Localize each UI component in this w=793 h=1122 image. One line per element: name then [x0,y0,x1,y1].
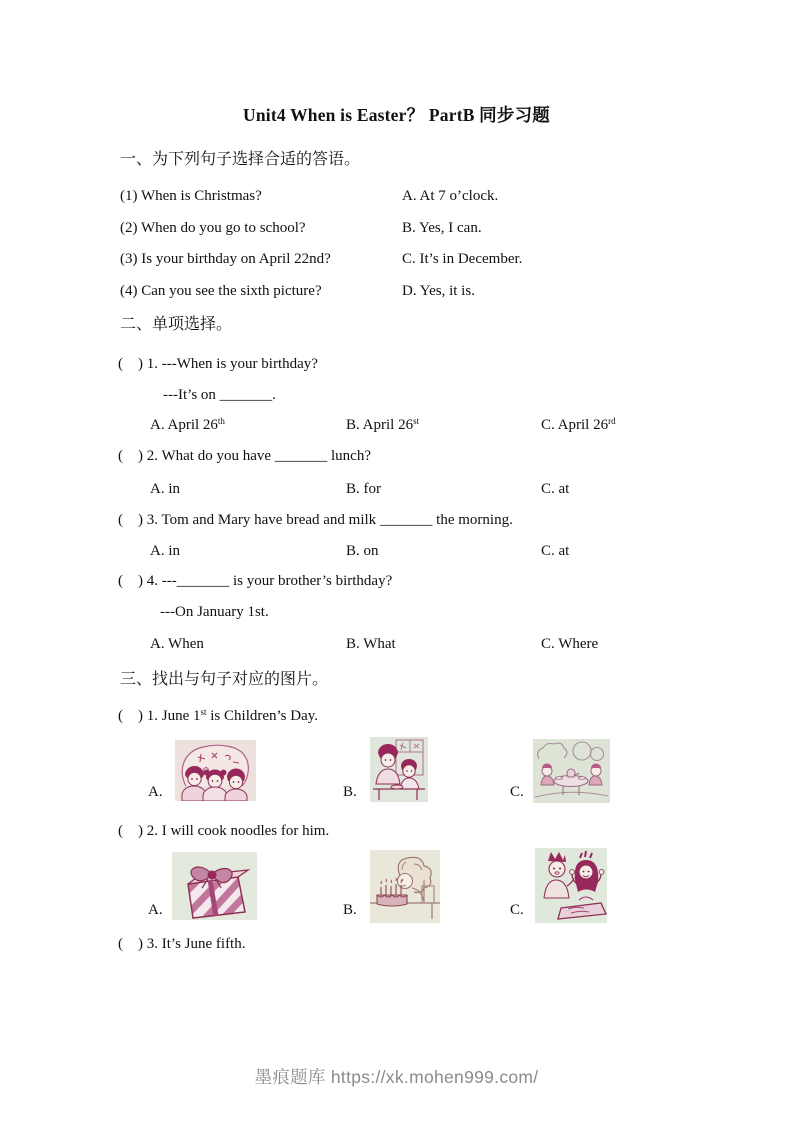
match-answer-3: C. It’s in December. [402,251,523,267]
mc-q3-option-c: C. at [541,543,570,559]
pic-q1-label-b: B. [343,784,357,800]
match-answer-4: D. Yes, it is. [402,283,475,299]
pic-q3-text: ( ) 3. It’s June fifth. [118,936,246,952]
section1-heading: 一、为下列句子选择合适的答语。 [120,151,361,168]
pic-q1-label-c: C. [510,784,524,800]
children-day-illustration-a [175,740,256,801]
match-question-2: (2) When do you go to school? [120,220,306,236]
mc-q2-option-b: B. for [346,481,381,497]
mc-q4-option-b: B. What [346,636,396,652]
children-noodles-illustration-c [535,848,607,923]
mc-q4-option-a: A. When [150,636,204,652]
mc-q3-line1: ( ) 3. Tom and Mary have bread and milk _______ the morning. [118,512,513,528]
ordinal-superscript: st [413,416,420,426]
family-illustration-b [370,737,428,802]
mc-q1-option-c: C. April 26rd [541,416,616,433]
mc-q2-line1: ( ) 2. What do you have _______ lunch? [118,448,372,464]
birthday-cake-illustration-b [370,850,440,923]
ordinal-superscript: st [200,707,207,717]
match-question-3: (3) Is your birthday on April 22nd? [120,251,331,267]
mc-q2-option-c: C. at [541,481,570,497]
pic-q1-label-a: A. [148,784,163,800]
ordinal-superscript: th [217,416,225,426]
section2-heading: 二、单项选择。 [120,316,233,333]
match-question-4: (4) Can you see the sixth picture? [120,283,322,299]
mc-q1-option-a: A. April 26th [150,416,225,433]
mc-q4-line2: ---On January 1st. [160,604,269,620]
mc-q1-option-b: B. April 26st [346,416,420,433]
mc-q4-line1: ( ) 4. ---_______ is your brother’s birthday? [118,573,393,589]
mc-q1-line1: ( ) 1. ---When is your birthday? [118,356,318,372]
mc-q1-line2: ---It’s on _______. [163,387,276,403]
match-answer-1: A. At 7 o’clock. [402,188,499,204]
pic-q1-text: ( ) 1. June 1st is Children’s Day. [118,707,319,724]
pic-q2-label-b: B. [343,902,357,918]
section3-heading: 三、找出与句子对应的图片。 [120,671,329,688]
mc-q2-option-a: A. in [150,481,180,497]
page-title: Unit4 When is Easter？ PartB 同步习题 [243,105,550,125]
pic-q2-label-c: C. [510,902,524,918]
picnic-illustration-c [533,739,610,803]
pic-q2-text: ( ) 2. I will cook noodles for him. [118,823,330,839]
mc-q3-option-a: A. in [150,543,180,559]
mc-q4-option-c: C. Where [541,636,599,652]
match-question-1: (1) When is Christmas? [120,188,262,204]
pic-q2-label-a: A. [148,902,163,918]
gift-box-illustration-a [172,852,257,920]
mc-q3-option-b: B. on [346,543,379,559]
ordinal-superscript: rd [608,416,616,426]
footer-watermark: 墨痕题库 https://xk.mohen999.com/ [254,1067,539,1087]
match-answer-2: B. Yes, I can. [402,220,482,236]
